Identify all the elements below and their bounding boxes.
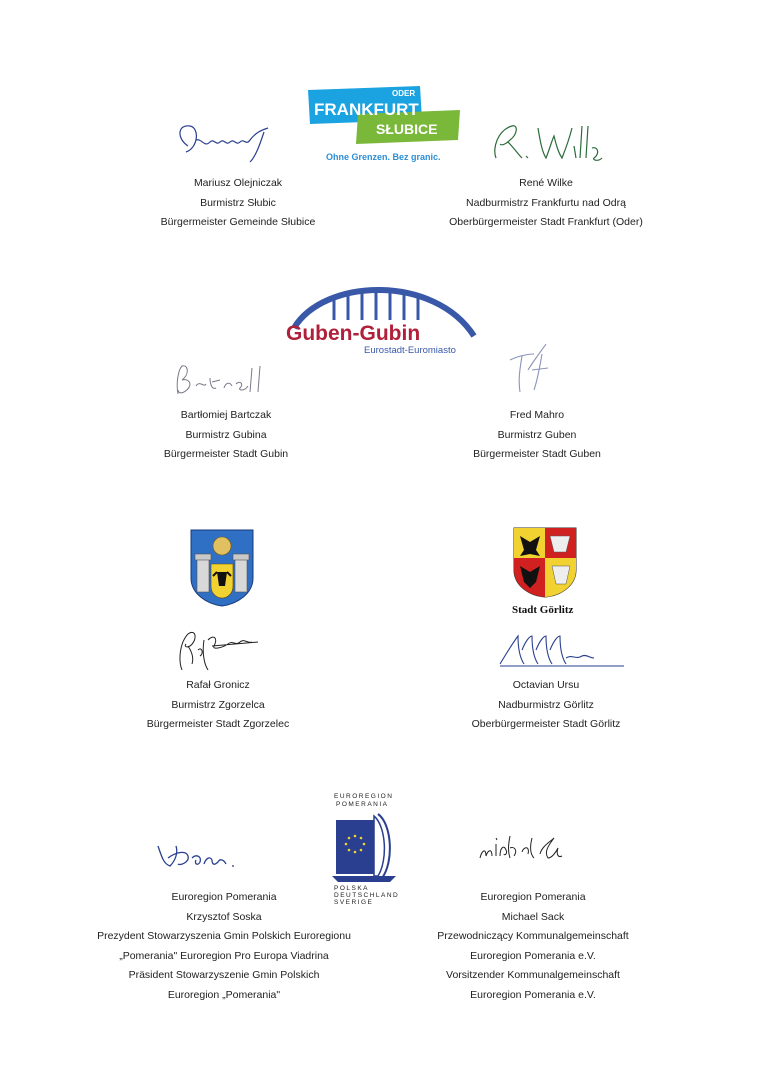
signatory-title-de: Bürgermeister Stadt Zgorzelec bbox=[146, 718, 290, 730]
signatory-title-pl: Burmistrz Słubic bbox=[200, 196, 276, 209]
signature-ursu bbox=[496, 628, 626, 672]
guben-gubin-title: Guben-Gubin bbox=[286, 322, 421, 345]
signatory-name: René Wilke bbox=[519, 177, 573, 189]
signatory-name: Bartłomiej Bartczak bbox=[180, 409, 272, 421]
signatory-name: Mariusz Olejniczak bbox=[193, 177, 283, 189]
signatory-title-line: Przewodniczący Kommunalgemeinschaft bbox=[437, 930, 629, 942]
signatory-title-de: Bürgermeister Gemeinde Słubice bbox=[160, 216, 316, 228]
zgorzelec-coat-of-arms bbox=[189, 528, 255, 608]
gorlitz-label: Stadt Görlitz bbox=[512, 604, 574, 616]
signatory-name: Michael Sack bbox=[501, 910, 565, 923]
pomerania-bottom-line1: POLSKA bbox=[334, 885, 370, 892]
pomerania-top-line1: EUROREGION bbox=[334, 793, 394, 800]
pomerania-top-line2: POMERANIA bbox=[336, 801, 389, 808]
signature-sack bbox=[474, 828, 574, 870]
signatory-org: Euroregion Pomerania bbox=[480, 891, 586, 903]
signatory-gronicz bbox=[98, 676, 338, 735]
guben-gubin-subtitle: Eurostadt-Euromiasto bbox=[364, 345, 456, 356]
signatory-name: Octavian Ursu bbox=[512, 679, 580, 691]
gorlitz-coat-of-arms bbox=[512, 526, 578, 598]
signatory-title-pl: Burmistrz Guben bbox=[497, 428, 577, 441]
signatory-title-line: Vorsitzender Kommunalgemeinschaft bbox=[446, 969, 620, 981]
pomerania-bottom-line3: SVERIGE bbox=[334, 899, 374, 906]
signatory-soska bbox=[74, 888, 374, 1005]
signatory-name: Rafał Gronicz bbox=[186, 679, 250, 691]
signatory-sack bbox=[388, 888, 678, 1005]
pomerania-bottom-line2: DEUTSCHLAND bbox=[334, 892, 400, 899]
logo-slogan-text: Ohne Grenzen. Bez granic. bbox=[326, 152, 441, 162]
signatory-title-pl: Burmistrz Zgorzelca bbox=[171, 698, 265, 711]
signatory-title-pl: Burmistrz Gubina bbox=[185, 428, 267, 441]
signature-wilke bbox=[488, 118, 608, 168]
signatory-title-line: Euroregion Pomerania e.V. bbox=[470, 988, 596, 1001]
signatory-olejniczak bbox=[118, 174, 358, 233]
signatory-title-pl: Nadburmistrz Görlitz bbox=[498, 698, 594, 711]
signatory-title-de: Oberbürgermeister Stadt Görlitz bbox=[471, 718, 621, 730]
logo-frankfurt-text: FRANKFURT bbox=[314, 100, 419, 119]
signatory-name: Fred Mahro bbox=[509, 409, 565, 421]
guben-gubin-logo bbox=[284, 280, 484, 360]
signatory-org: Euroregion Pomerania bbox=[171, 891, 277, 903]
signature-mahro bbox=[498, 340, 578, 400]
signature-soska bbox=[152, 838, 262, 872]
signature-gronicz bbox=[168, 620, 268, 676]
signature-olejniczak bbox=[168, 118, 288, 168]
signatory-title-pl: Nadburmistrz Frankfurtu nad Odrą bbox=[466, 196, 626, 209]
signatory-title-de: Bürgermeister Stadt Gubin bbox=[163, 448, 289, 460]
signatory-title-line: Präsident Stowarzyszenie Gmin Polskich bbox=[128, 969, 320, 981]
signatory-title-line: „Pomerania" Euroregion Pro Europa Viadrina bbox=[119, 949, 329, 962]
logo-slubice-text: SŁUBICE bbox=[376, 121, 438, 137]
signature-bartczak bbox=[168, 360, 278, 400]
signatory-title-line: Euroregion Pomerania e.V. bbox=[470, 949, 596, 962]
signatory-mahro bbox=[417, 406, 657, 465]
signatory-title-line: Euroregion „Pomerania" bbox=[167, 988, 281, 1001]
signatory-title-line: Prezydent Stowarzyszenia Gmin Polskich Euroregionu bbox=[97, 930, 351, 942]
signatory-wilke bbox=[426, 174, 666, 233]
logo-oder-text: ODER bbox=[392, 89, 416, 98]
signatory-bartczak bbox=[106, 406, 346, 465]
signatory-title-de: Oberbürgermeister Stadt Frankfurt (Oder) bbox=[449, 216, 643, 228]
frankfurt-slubice-logo bbox=[300, 84, 465, 166]
signatory-title-de: Bürgermeister Stadt Guben bbox=[473, 448, 601, 460]
signatory-ursu bbox=[426, 676, 666, 735]
signatory-name: Krzysztof Soska bbox=[186, 910, 262, 923]
